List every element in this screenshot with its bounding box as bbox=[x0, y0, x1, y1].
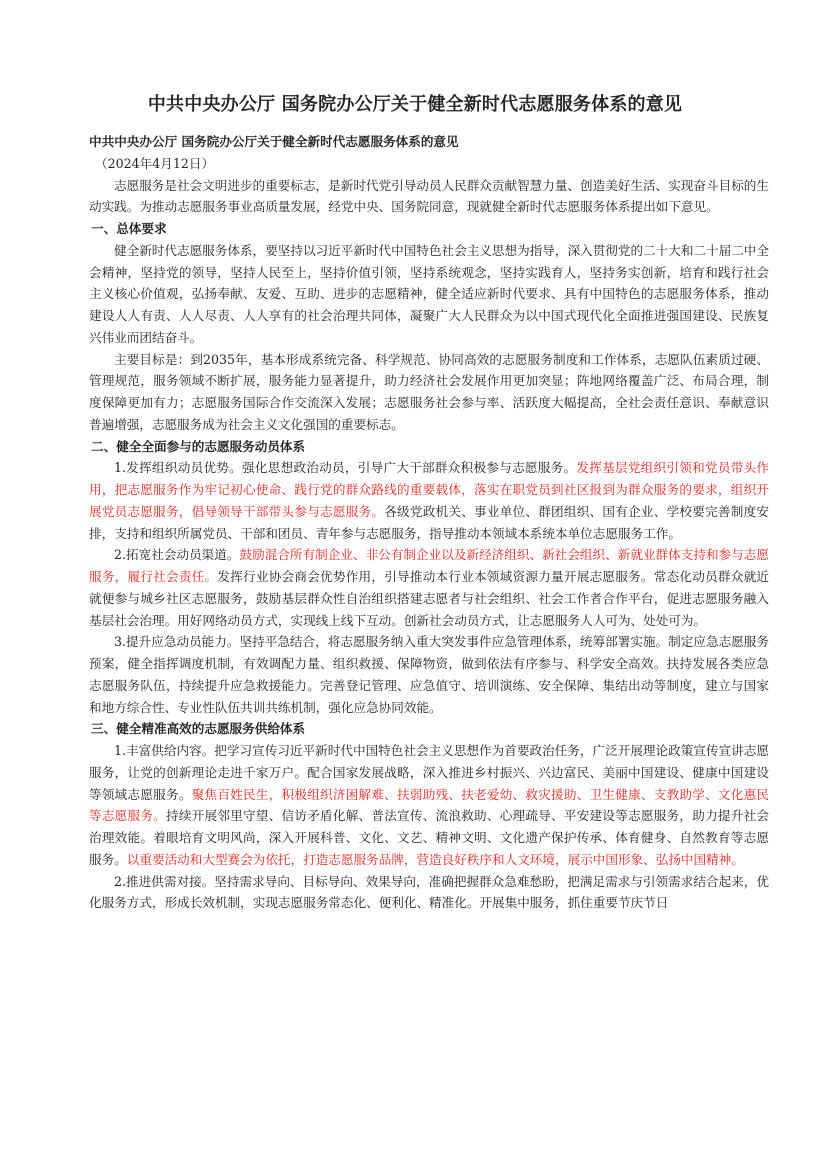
section2-item-3: 3.提升应急动员能力。坚持平急结合，将志愿服务纳入重大突发事件应急管理体系，统筹部署实施。制定应急志愿服务预案，健全指挥调度机制，有效调配力量、组织救援、保障物资，做到依法有序参与、科学安全高效。扶持发展各类应急志愿服务队伍，持续提升应急救援能力。完善登记管理、应急值守、培训演练、安全保障、集结出动等制度，建立与国家和地方综合性、专业性队伍共训共练机制，强化应急协同效能。 bbox=[89, 634, 769, 715]
section2-heading: 二、健全全面参与的志愿服务动员体系 bbox=[91, 438, 306, 454]
section1-paragraph-2: 主要目标是：到2035年，基本形成系统完备、科学规范、协同高效的志愿服务制度和工作体系，志愿队伍素质过硬、管理规范，服务领域不断扩展，服务能力显著提升，助力经济社会发展作用更加突显；阵地网络覆盖广泛、布局合理，制度保障更加有力；志愿服务国际合作交流深入发展；志愿服务社会参与率、活跃度大幅提高，全社会责任意识、奉献意识普遍增强，志愿服务成为社会主义文化强国的重要标志。 bbox=[89, 351, 769, 432]
document-body bbox=[89, 131, 769, 914]
section2-item-2-text-a: 2.拓宽社会动员渠道。 bbox=[114, 547, 240, 563]
page-title: 中共中央办公厅 国务院办公厅关于健全新时代志愿服务体系的意见 bbox=[147, 94, 683, 115]
section2-item-2-highlight: 鼓励混合所有制企业、非公有制企业以及新经济组织、新社会组织、新就业群体支持和参与志愿服务，履行社会责任。 bbox=[89, 547, 769, 584]
document-date: （2024年4月12日） bbox=[95, 155, 215, 171]
section2-item-1-highlight: 发挥基层党组织引领和党员带头作用，把志愿服务作为牢记初心使命、践行党的群众路线的重要载体，落实在职党员到社区报到为群众服务的要求，组织开展党员志愿服务，倡导领导干部带头参与志愿服务。 bbox=[89, 460, 769, 519]
section3-item-1-highlight-1: 聚焦百姓民生，积极组织济困解难、扶弱助残、扶老爱幼、救灾援助、卫生健康、支教助学、文化惠民等志愿服务。 bbox=[89, 786, 770, 824]
section2-item-1-text-a: 1.发挥组织动员优势。强化思想政治动员，引导广大干部群众积极参与志愿服务。 bbox=[114, 460, 577, 476]
section2-item-2 bbox=[89, 544, 769, 631]
section3-item-1-text-a: 1.丰富供给内容。把学习宣传习近平新时代中国特色社会主义思想作为首要政治任务，广泛开展理论政策宣传宣讲志愿服务，让党的创新理论走进千家万户。配合国家发展战略，深入推进乡村振兴、兴边富民、美丽中国建设、健康中国建设等领域志愿服务。 bbox=[89, 743, 769, 802]
section2-item-1-text-b: 各级党政机关、事业单位、群团组织、国有企业、学校要完善制度安排，支持和组织所属党员、干部和团员、青年参与志愿服务，指导推动本领域本系统本单位志愿服务工作。 bbox=[89, 503, 770, 541]
section3-heading: 三、健全精准高效的志愿服务供给体系 bbox=[91, 721, 306, 737]
section3-item-2: 2.推进供需对接。坚持需求导向、目标导向、效果导向，准确把握群众急难愁盼，把满足需求与引领需求结合起来，优化服务方式，形成长效机制，实现志愿服务常态化、便利化、精准化。开展集中服务，抓住重要节庆节日 bbox=[89, 873, 769, 911]
section1-heading: 一、总体要求 bbox=[91, 221, 167, 236]
document-subtitle: 中共中央办公厅 国务院办公厅关于健全新时代志愿服务体系的意见 bbox=[89, 134, 459, 149]
section3-item-1-text-b: 持续开展邻里守望、信访矛盾化解、普法宣传、流浪救助、心理疏导、平安建设等志愿服务，助力提升社会治理效能。着眼培育文明风尚，深入开展科普、文化、文艺、精神文明、文化遗产保护传承、体育健身、自然教育等志愿服务。 bbox=[89, 808, 770, 867]
section1-paragraph-1: 健全新时代志愿服务体系，要坚持以习近平新时代中国特色社会主义思想为指导，深入贯彻党的二十大和二十届二中全会精神，坚持党的领导，坚持人民至上，坚持价值引领，坚持系统观念，坚持实践育人，坚持务实创新，培育和践行社会主义核心价值观，弘扬奉献、友爱、互助、进步的志愿精神，健全适应新时代要求、具有中国特色的志愿服务体系，推动建设人人有责、人人尽责、人人享有的社会治理共同体，凝聚广大人民群众为以中国式现代化全面推进强国建设、民族复兴伟业而团结奋斗。 bbox=[89, 242, 769, 345]
intro-paragraph: 志愿服务是社会文明进步的重要标志，是新时代党引导动员人民群众贡献智慧力量、创造美好生活、实现奋斗目标的生动实践。为推动志愿服务事业高质量发展，经党中央、国务院同意，现就健全新时代志愿服务体系提出如下意见。 bbox=[89, 177, 769, 215]
section2-item-1 bbox=[89, 457, 769, 544]
section3-item-1-highlight-2: 以重要活动和大型赛会为依托，打造志愿服务品牌，营造良好秩序和人文环境，展示中国形象、弘扬中国精神。 bbox=[126, 851, 744, 867]
section2-item-2-text-b: 发挥行业协会商会优势作用，引导推动本行业本领域资源力量开展志愿服务。常态化动员群众就近就便参与城乡社区志愿服务，鼓励基层群众性自治组织搭建志愿者与社会组织、社会工作者合作平台，促进志愿服务融入基层社会治理。用好网络动员方式，实现线上线下互动。创新社会动员方式，让志愿服务人人可为、处处可为。 bbox=[89, 569, 770, 628]
section3-item-1 bbox=[89, 740, 769, 871]
